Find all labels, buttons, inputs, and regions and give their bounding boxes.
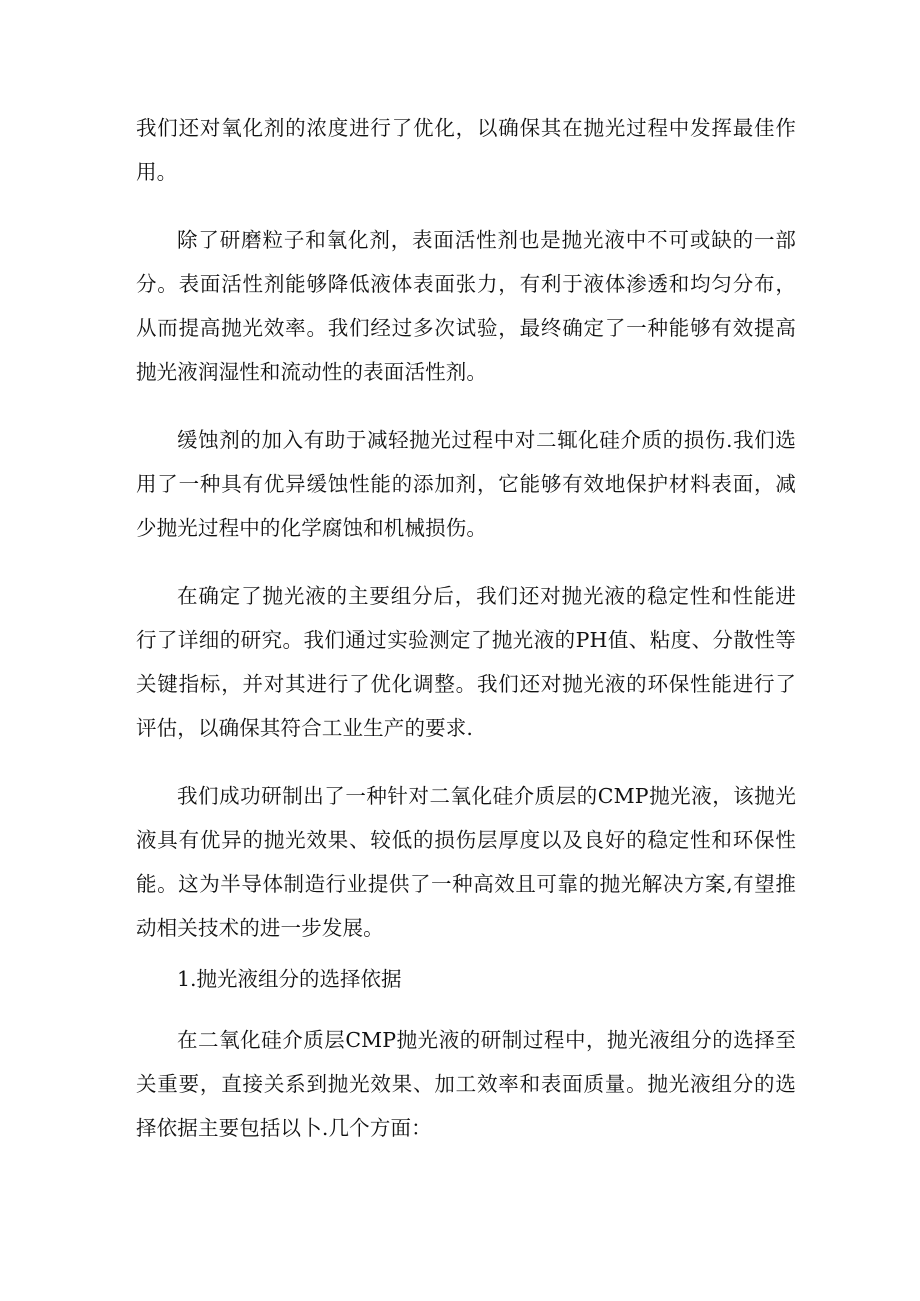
section-heading: 1.抛光液组分的选择依据 <box>177 967 402 991</box>
paragraph-stability-study: 在确定了抛光液的主要组分后，我们还对抛光液的稳定性和性能进行了详细的研究。我们通过实验测定了抛光液的PH值、粘度、分散性等关键指标，并对其进行了优化调整。我们还对抛光液的环保性能进行了评估，以确保其符合工业生产的要求. <box>136 584 796 740</box>
paragraph-oxidizer-continued: 我们还对氧化剂的浓度进行了优化，以确保其在抛光过程中发挥最佳作用。 <box>136 116 796 184</box>
paragraph-selection-basis: 在二氧化硅介质层CMP抛光液的研制过程中，抛光液组分的选择至关重要，直接关系到抛光效果、加工效率和表面质量。抛光液组分的选择依据主要包括以卜.几个方面： <box>136 1028 796 1140</box>
paragraph-surfactant: 除了研磨粒子和氧化剂，表面活性剂也是抛光液中不可或缺的一部分。表面活性剂能够降低液体表面张力，有利于液体渗透和均匀分布，从而提高抛光效率。我们经过多次试验，最终确定了一种能够有效提高抛光液润湿性和流动性的表面活性剂。 <box>136 228 796 384</box>
paragraph-corrosion-inhibitor: 缓蚀剂的加入有助于减轻抛光过程中对二辄化硅介质的损伤.我们选用了一种具有优异缓蚀性能的添加剂，它能够有效地保护材料表面，减少抛光过程中的化学腐蚀和机械损伤。 <box>136 428 796 540</box>
document-body <box>136 106 796 1174</box>
paragraph-conclusion: 我们成功研制出了一种针对二氧化硅介质层的CMP抛光液，该抛光液具有优异的抛光效果、较低的损伤层厚度以及良好的稳定性和环保性能。这为半导体制造行业提供了一种高效且可靠的抛光解决方案,有望推动相关技术的进一步发展。 <box>136 784 796 940</box>
